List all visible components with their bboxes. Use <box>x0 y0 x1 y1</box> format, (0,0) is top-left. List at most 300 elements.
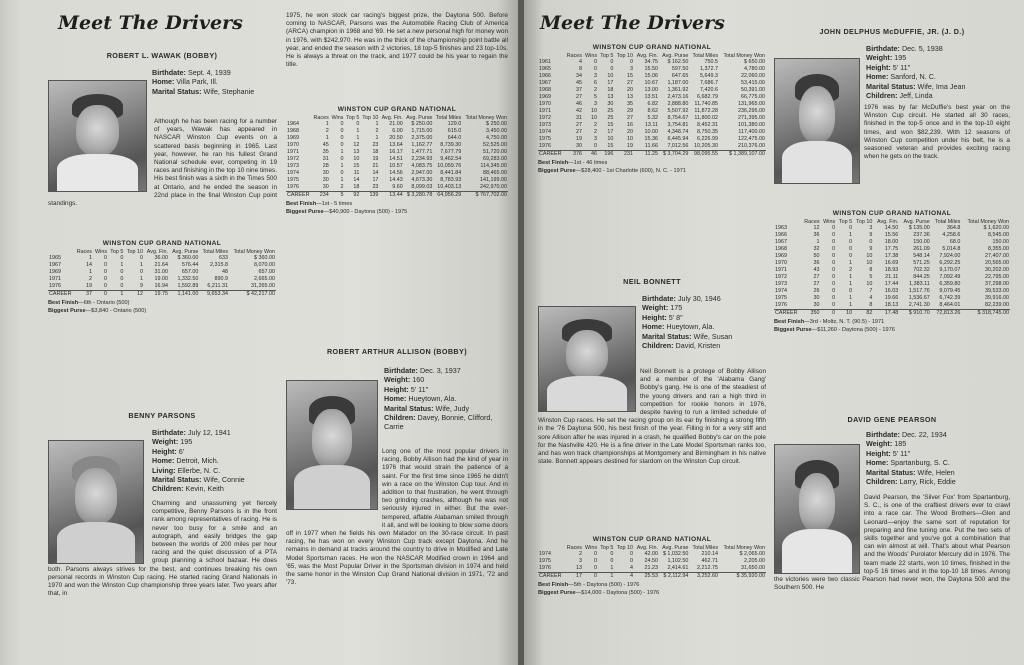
wawak-section <box>48 52 276 60</box>
table-cell: 890.9 <box>214 276 229 282</box>
table-cell: 27 <box>626 115 633 121</box>
table-cell: 0 <box>594 66 598 72</box>
table-cell: 16.17 <box>389 149 403 155</box>
table-cell: 9 <box>869 232 873 238</box>
table-cell: 30 <box>322 170 329 176</box>
table-cell: 101,380.00 <box>738 122 765 128</box>
table-row <box>286 156 508 163</box>
column-header: Races <box>566 53 582 59</box>
table-cell: $ 3,280.78 <box>404 192 434 200</box>
table-cell: 43 <box>813 267 820 273</box>
table-cell: 8.62 <box>647 108 658 114</box>
table-cell: 4 <box>869 295 873 301</box>
table-cell: 1975 <box>287 177 299 183</box>
column-header: Top 5 <box>110 249 124 255</box>
table-cell: 6.00 <box>392 128 403 134</box>
table-cell: 117,400.00 <box>738 129 765 135</box>
table-cell: 15.56 <box>884 232 899 238</box>
mcduffie-bio: 1976 was by far McDuffie's best year on the Winston Cup circuit. He started all 30 races, finished in the top-5 once and in the top-10 eight times, and won $82,239. With 12 seasons of Winston Cup competition under his belt, he is a seasoned veteran and provides exciting racing when he gets on the track. <box>864 104 1010 161</box>
table-cell: $ 2,065.00 <box>739 551 765 557</box>
table-cell: 0 <box>849 253 853 259</box>
table-row <box>538 151 766 159</box>
table-cell: 25.53 <box>634 573 659 581</box>
table-cell: 0 <box>832 239 836 245</box>
table-row <box>286 142 508 149</box>
table-row <box>774 260 1010 267</box>
column-header: Total Miles <box>934 219 961 225</box>
table-cell: CAREER <box>538 151 564 159</box>
table-cell: 1968 <box>539 87 551 93</box>
table-cell: 39,533.00 <box>985 288 1009 294</box>
table-cell: 1968 <box>775 246 787 252</box>
table-cell: 98,095.55 <box>689 151 719 159</box>
table-cell: $ 1,032.50 <box>662 551 689 557</box>
table-cell: 18.93 <box>884 267 899 273</box>
table-cell: 1965 <box>539 66 551 72</box>
table-cell: 0 <box>120 283 124 289</box>
column-header: Top 10 <box>856 219 873 225</box>
table-cell: 34 <box>575 73 582 79</box>
column-header: Total Money Won <box>465 115 507 121</box>
table-cell: 2,473.16 <box>667 94 689 100</box>
table-cell: 31,650.00 <box>741 565 765 571</box>
table-cell: 30 <box>322 177 329 183</box>
column-header: Avg. Purse <box>903 219 930 225</box>
table-cell: $ 3,704.29 <box>659 151 689 159</box>
table-cell: 2,205.00 <box>744 558 765 564</box>
table-cell: $ 360.00 <box>254 255 275 261</box>
table-cell: $ 2,112.94 <box>659 573 689 581</box>
table-cell: 1965 <box>49 255 61 261</box>
table-cell: 3 <box>594 136 598 142</box>
table-cell: 13 <box>353 149 360 155</box>
table-row <box>774 295 1010 302</box>
table-cell: 350 <box>801 310 820 318</box>
column-header: Avg. Purse <box>662 53 689 59</box>
table-cell: 644.0 <box>447 135 462 141</box>
table-cell: 5,014.8 <box>942 246 961 252</box>
table-cell: 15.36 <box>644 136 658 142</box>
table-cell: 131,965.00 <box>738 101 765 107</box>
table-cell: 9 <box>139 283 143 289</box>
table-cell: 13 <box>607 94 614 100</box>
table-cell: 1 <box>356 135 360 141</box>
table-cell: 39,916.00 <box>985 295 1009 301</box>
table-cell: 50 <box>813 253 820 259</box>
column-header: Avg. Fin. <box>636 545 658 551</box>
table-cell: 1974 <box>539 129 551 135</box>
table-cell: 46 <box>575 101 582 107</box>
table-cell: 1 <box>139 262 143 268</box>
table-cell: 1 <box>325 135 329 141</box>
table-cell: 0 <box>832 302 836 308</box>
table-cell: 8,099.03 <box>411 184 433 190</box>
column-header: Top 5 <box>600 545 614 551</box>
column-header: Total Miles <box>692 545 719 551</box>
table-cell: 0 <box>594 143 598 149</box>
table-cell: 16.69 <box>884 260 899 266</box>
table-cell: 20 <box>626 87 633 93</box>
table-cell: 68.0 <box>949 239 961 245</box>
table-cell: 17.48 <box>873 310 899 318</box>
table-cell: 2 <box>594 129 598 135</box>
table-cell: 24.50 <box>644 558 658 564</box>
table-cell: 0 <box>594 551 598 557</box>
table-cell: 1,715.00 <box>411 128 433 134</box>
table-cell: 37,298.00 <box>985 281 1009 287</box>
table-cell: 10 <box>353 156 360 162</box>
table-cell: 1976 <box>49 283 61 289</box>
allison-section <box>286 348 508 356</box>
table-cell: 22,795.00 <box>985 274 1009 280</box>
table-cell: 2,741.30 <box>908 302 930 308</box>
table-cell: 237.36 <box>913 232 930 238</box>
biggest-purse: Biggest Purse—$40,900 - Daytona (500) - 1975 <box>286 209 408 215</box>
table-cell: 1971 <box>49 276 61 282</box>
table-cell: 21.00 <box>389 121 403 127</box>
table-cell: 0 <box>849 225 853 231</box>
column-header: Top 10 <box>362 115 379 121</box>
table-cell: 21 <box>372 163 379 169</box>
table-cell: 1973 <box>775 281 787 287</box>
table-cell: 5 <box>869 274 873 280</box>
driver-name: ROBERT L. WAWAK (BOBBY) <box>106 51 218 60</box>
table-row <box>538 573 766 581</box>
table-cell: 69,283.00 <box>483 156 507 162</box>
table-row <box>538 59 766 66</box>
table-cell: 9.60 <box>392 184 403 190</box>
table-title: WINSTON CUP GRAND NATIONAL <box>102 240 222 247</box>
info-row: Marital Status: Wife, Stephanie <box>152 86 255 96</box>
table-cell: 4,780.00 <box>744 66 765 72</box>
table-row <box>538 129 766 136</box>
table-cell: 1974 <box>287 170 299 176</box>
table-row <box>538 136 766 143</box>
table-cell: 7,092.49 <box>939 274 961 280</box>
table-cell: 19.66 <box>884 295 899 301</box>
table-cell: 571.25 <box>913 260 930 266</box>
table-cell: 6.82 <box>647 101 658 107</box>
table-cell: 1,187.00 <box>667 80 689 86</box>
table-cell: 3 <box>594 73 598 79</box>
table-cell: 0 <box>610 551 614 557</box>
table-cell: 0 <box>832 281 836 287</box>
table-cell: 15 <box>353 163 360 169</box>
table-row <box>48 283 276 291</box>
table-cell: 3 <box>594 101 598 107</box>
table-row <box>286 170 508 177</box>
table-cell: 0 <box>832 225 836 231</box>
table-cell: 234 <box>312 192 330 200</box>
table-cell: 17 <box>564 573 583 581</box>
table-cell: 14 <box>353 177 360 183</box>
column-header: Wins <box>823 219 836 225</box>
table-row <box>538 558 766 565</box>
driver-name: BENNY PARSONS <box>128 411 196 420</box>
table-cell: 0 <box>629 558 633 564</box>
table-cell: 2 <box>375 128 379 134</box>
mcduffie-stats-table <box>774 210 1010 334</box>
column-header: Races <box>313 115 329 121</box>
table-cell: 0 <box>832 274 836 280</box>
table-cell: 271,395.00 <box>738 115 765 121</box>
best-finish: Best Finish—3rd - Moltz, N. T. (90.5) - 1971 <box>774 319 885 325</box>
table-cell: 30 <box>575 143 582 149</box>
table-cell: 10 <box>866 253 873 259</box>
table-row <box>538 551 766 558</box>
table-cell: $ 1,620.00 <box>983 225 1009 231</box>
table-cell: 12 <box>353 142 360 148</box>
table-cell: 1,332.50 <box>177 276 199 282</box>
table-cell: 31 <box>322 156 329 162</box>
table-cell: 1 <box>88 269 92 275</box>
table-row <box>538 101 766 108</box>
biggest-purse: Biggest Purse—$3,840 - Ontario (500) <box>48 308 147 314</box>
table-cell: 6,226.99 <box>697 136 719 142</box>
table-cell: 15.06 <box>644 73 658 79</box>
column-header: Total Money Won <box>967 219 1009 225</box>
table-cell: 15 <box>626 73 633 79</box>
table-cell: 50,391.00 <box>741 87 765 93</box>
table-cell: 1 <box>340 177 344 183</box>
info-row: Birthdate: Sept. 4, 1939 <box>152 68 231 77</box>
table-title: WINSTON CUP GRAND NATIONAL <box>832 210 952 217</box>
table-cell: 10 <box>866 260 873 266</box>
table-cell: 1 <box>849 260 853 266</box>
table-cell: 30 <box>813 295 820 301</box>
table-cell: 0 <box>340 135 344 141</box>
biggest-purse: Biggest Purse—$14,000 - Daytona (500) - 1976 <box>538 590 660 596</box>
table-cell: 3,450.00 <box>486 128 507 134</box>
table-row <box>774 232 1010 239</box>
table-cell: 10.00 <box>644 129 658 135</box>
table-cell: 0 <box>340 170 344 176</box>
table-cell: 1976 <box>287 184 299 190</box>
table-cell: 1972 <box>775 274 787 280</box>
table-row <box>286 163 508 170</box>
table-row <box>538 80 766 87</box>
column-header: Wins <box>331 115 344 121</box>
info-row: Home: Villa Park, Ill. <box>152 77 218 87</box>
table-cell: 1970 <box>775 260 787 266</box>
table-row <box>774 310 1010 318</box>
table-cell: 10,205.30 <box>694 143 719 149</box>
column-header: Races <box>76 249 92 255</box>
table-cell: 1967 <box>775 239 787 245</box>
table-cell: 88,465.00 <box>483 170 507 176</box>
right-page <box>524 0 1024 665</box>
table-cell: 10.67 <box>644 80 658 86</box>
table-cell: 27 <box>575 129 582 135</box>
table-cell: 1963 <box>775 225 787 231</box>
column-header: Avg. Fin. <box>381 115 403 121</box>
table-cell: 18.13 <box>884 302 899 308</box>
table-row <box>774 288 1010 295</box>
table-cell: 1 <box>849 302 853 308</box>
table-cell: $ 910.70 <box>899 310 931 318</box>
table-cell: 19 <box>626 143 633 149</box>
table-cell: 0 <box>356 121 360 127</box>
table-row <box>286 149 508 156</box>
table-cell: 2,888.80 <box>667 101 689 107</box>
table-cell: $ 35,920.00 <box>719 573 766 581</box>
table-cell: 26 <box>813 288 820 294</box>
table-cell: 150.00 <box>913 239 930 245</box>
column-header: Top 5 <box>346 115 360 121</box>
table-cell: 17.44 <box>884 281 899 287</box>
table-cell: $ 135.00 <box>908 225 930 231</box>
table-cell: 19.00 <box>154 276 168 282</box>
best-finish: Best Finish—1st - 5 times <box>286 201 353 207</box>
table-cell: 52,525.00 <box>483 142 507 148</box>
table-cell: 4 <box>578 59 582 65</box>
table-cell: 18 <box>353 184 360 190</box>
table-row <box>286 192 508 200</box>
table-cell: 7,686.7 <box>700 80 719 86</box>
table-cell: 25 <box>607 115 614 121</box>
table-cell: 1,383.11 <box>909 281 930 287</box>
table-cell: 5.32 <box>647 115 658 121</box>
table-cell: 13 <box>626 94 633 100</box>
table-cell: 1976 <box>539 565 551 571</box>
table-cell: 0 <box>340 142 344 148</box>
column-header: Top 10 <box>616 53 633 59</box>
allison-stats-table <box>538 44 766 175</box>
table-cell: 7,677.79 <box>440 149 462 155</box>
table-row <box>774 225 1010 232</box>
table-cell: 1 <box>139 276 143 282</box>
table-cell: 12 <box>124 291 144 299</box>
column-header: Wins <box>95 249 108 255</box>
table-cell: 1971 <box>775 267 787 273</box>
table-cell: 6,292.25 <box>939 260 961 266</box>
table-cell: 8,452.31 <box>697 122 719 128</box>
table-cell: 0 <box>610 558 614 564</box>
table-cell: 0 <box>104 276 108 282</box>
table-cell: 31 <box>575 115 582 121</box>
table-cell: 1970 <box>287 142 299 148</box>
table-cell: $ 162.50 <box>667 59 689 65</box>
table-cell: 0 <box>629 59 633 65</box>
table-cell: 6,682.79 <box>697 94 719 100</box>
table-cell: 11,800.02 <box>694 115 719 121</box>
parsons-bio-continued: 1975, he won stock car racing's biggest prize, the Daytona 500. Before coming to NASCAR, Parsons was the Automobile Racing Club of America (ARCA) champion in 1968 and '69. He set a new personal high for money won in 1976, with $242,970. He was in the thick of the championship point battle all year, and ended the season with 2 victories, 18 top-5 finishes and 23 top-10s. He is always a threat on the track, and 1977 could be his year to regain the title. <box>286 12 508 69</box>
column-header: Avg. Purse <box>406 115 433 121</box>
table-cell: 376 <box>564 151 583 159</box>
table-cell: 2,665.00 <box>254 276 275 282</box>
table-cell: 0 <box>849 246 853 252</box>
table-cell: 21.64 <box>154 262 168 268</box>
table-cell: 1 <box>849 274 853 280</box>
page-header: Meet The Drivers <box>540 12 725 34</box>
table-cell: CAREER <box>286 192 312 200</box>
table-cell: 8,754.67 <box>667 115 689 121</box>
table-cell: 19 <box>575 136 582 142</box>
table-cell: 17.75 <box>884 246 899 252</box>
mcduffie-info: Birthdate: Dec. 5, 1938 Weight: 195 Height: 5' 11" Home: Sanford, N. C. Marital Status: Wife, Ima Jean Children: Jeff, Linda <box>866 44 966 101</box>
table-cell: 5,649.3 <box>700 73 719 79</box>
table-cell: 20,565.00 <box>985 260 1009 266</box>
table-cell: 5 <box>330 192 345 200</box>
table-cell: 42 <box>575 108 582 114</box>
table-cell: 615.0 <box>447 128 462 134</box>
table-cell: 82 <box>853 310 873 318</box>
table-cell: 2,375.00 <box>411 135 433 141</box>
table-cell: 8 <box>578 66 582 72</box>
table-cell: 0 <box>139 269 143 275</box>
table-row <box>538 115 766 122</box>
table-cell: 21.23 <box>644 565 658 571</box>
table-cell: 261.09 <box>913 246 930 252</box>
table-cell: 1966 <box>775 232 787 238</box>
table-cell: 46 <box>583 151 598 159</box>
table-cell: 0 <box>832 267 836 273</box>
table-cell: 3 <box>869 225 873 231</box>
table-cell: 35 <box>322 149 329 155</box>
table-cell: 0 <box>104 255 108 261</box>
table-cell: 18 <box>372 149 379 155</box>
table-cell: 4,673.30 <box>411 177 433 183</box>
column-header: Total Miles <box>435 115 462 121</box>
table-cell: 6,359.80 <box>939 281 961 287</box>
table-cell: 11.66 <box>644 143 658 149</box>
table-cell: 17 <box>372 177 379 183</box>
table-cell: 8,783.93 <box>440 177 462 183</box>
table-cell: 2,315.8 <box>210 262 229 268</box>
table-cell: 647.65 <box>671 73 689 79</box>
table-cell: 45 <box>322 142 329 148</box>
table-cell: 1,102.50 <box>667 558 689 564</box>
table-cell: 32 <box>813 246 820 252</box>
table-cell: 10,403.13 <box>437 184 462 190</box>
allison-info: Birthdate: Dec. 3, 1937 Weight: 160 Height: 5' 11" Home: Hueytown, Ala. Marital Status: Wife, Judy Children: Davey, Bonnie, Clifford, Carrie <box>384 366 493 432</box>
table-cell: 0 <box>832 295 836 301</box>
table-cell: 30 <box>813 302 820 308</box>
table-cell: 2,234.93 <box>411 156 433 162</box>
table-cell: 4,348.74 <box>667 129 689 135</box>
driver-name: JOHN DELPHUS McDUFFIE, JR. (J. D.) <box>819 27 965 36</box>
table-cell: 1973 <box>287 163 299 169</box>
table-cell: 20.50 <box>389 135 403 141</box>
table-cell: 657.00 <box>181 269 199 275</box>
table-cell: 2 <box>340 184 344 190</box>
table-cell: 23 <box>372 184 379 190</box>
table-cell: $ 767,702.00 <box>462 192 508 200</box>
table-row <box>538 143 766 151</box>
table-cell: 1975 <box>539 558 551 564</box>
table-cell: 210.14 <box>701 551 719 557</box>
table-cell: 27 <box>626 80 633 86</box>
table-cell: 10,059.76 <box>437 163 462 169</box>
table-cell: 11.25 <box>634 151 659 159</box>
table-row <box>286 177 508 184</box>
table-cell: 9 <box>869 246 873 252</box>
table-cell: 0 <box>139 255 143 261</box>
table-row <box>48 276 276 283</box>
table-cell: 6 <box>594 80 598 86</box>
table-row <box>538 87 766 94</box>
column-header: Wins <box>585 53 598 59</box>
table-cell: 9,170.07 <box>939 267 961 273</box>
table-cell: 1,372.7 <box>700 66 719 72</box>
table-cell: 11,872.28 <box>694 108 719 114</box>
pearson-info: Birthdate: Dec. 22, 1934 Weight: 185 Height: 5' 11" Home: Spartanburg, S. C. Marital Status: Wife, Helen Children: Larry, Rick, Eddie <box>866 430 956 487</box>
table-cell: 633 <box>219 255 229 261</box>
table-cell: 0 <box>93 291 108 299</box>
table-cell: 1969 <box>539 94 551 100</box>
column-header: Total Money Won <box>233 249 275 255</box>
table-title: WINSTON CUP GRAND NATIONAL <box>592 44 712 51</box>
